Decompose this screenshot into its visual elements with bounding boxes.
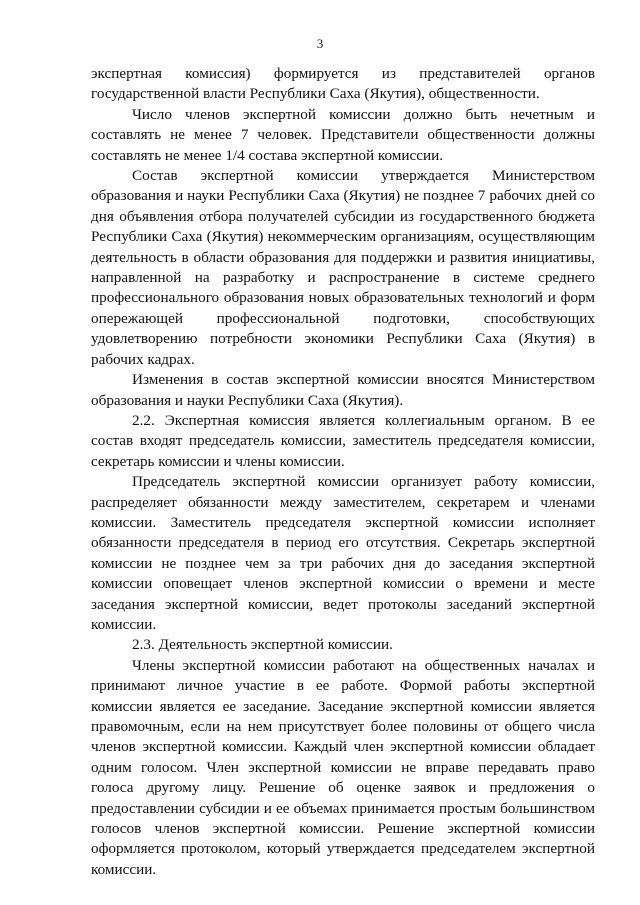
paragraph-composition-approval: Состав экспертной комиссии утверждается Министерством образования и науки Республики Саха (Якутия) не позднее 7 рабочих дней со дня объявления отбора получателей субсидии из государственного бюджета Республики Саха (Якутия) некоммерческим организациям, осуществляющим деятельность в области образования для поддержки и развития инициативы, направленной на разработку и распространение в системе среднего профессионального образования новых образовательных технологий и форм опережающей профессиональной подготовки, способствующих удовлетворению потребности экономики Республики Саха (Якутия) в рабочих кадрах. (91, 167, 595, 368)
paragraph-section-2-2: 2.2. Экспертная комиссия является коллегиальным органом. В ее состав входят председатель комиссии, заместитель председателя комиссии, секретарь комиссии и члены комиссии. (91, 411, 595, 470)
paragraph-commission-composition-continued: экспертная комиссия) формируется из представителей органов государственной власти Республики Саха (Якутия), общественности. (91, 65, 595, 103)
paragraph-chairman-duties: Председатель экспертной комиссии организует работу комиссии, распределяет обязанности между заместителем, секретарем и членами комиссии. Заместитель председателя экспертной комиссии исполняет обязанности председателя в период его отсутствия. Секретарь экспертной комиссии не позднее чем за три рабочих дня до заседания экспертной комиссии оповещает членов экспертной комиссии о времени и месте заседания экспертной комиссии, ведет протоколы заседаний экспертной комиссии. (91, 473, 595, 633)
document-body (91, 64, 595, 880)
paragraph-member-count: Число членов экспертной комиссии должно быть нечетным и составлять не менее 7 человек. Представители общественности должны составлять не менее 1/4 состава экспертной комиссии. (91, 105, 595, 164)
paragraph-commission-activity: Члены экспертной комиссии работают на общественных началах и принимают личное участие в ее работе. Формой работы экспертной комиссии является ее заседание. Заседание экспертной комиссии является правомочным, если на нем присутствует более половины от общего числа членов экспертной комиссии. Каждый член экспертной комиссии обладает одним голосом. Член экспертной комиссии не вправе передавать право голоса другому лицу. Решение об оценке заявок и предложения о предоставлении субсидии и ее объемах принимается простым большинством голосов членов экспертной комиссии. Решение экспертной комиссии оформляется протоколом, который утверждается председателем экспертной комиссии. (91, 656, 595, 878)
paragraph-composition-changes: Изменения в состав экспертной комиссии вносятся Министерством образования и науки Республики Саха (Якутия). (91, 371, 595, 409)
paragraph-section-2-3-heading: 2.3. Деятельность экспертной комиссии. (132, 636, 393, 654)
page-number: 3 (316, 36, 324, 51)
